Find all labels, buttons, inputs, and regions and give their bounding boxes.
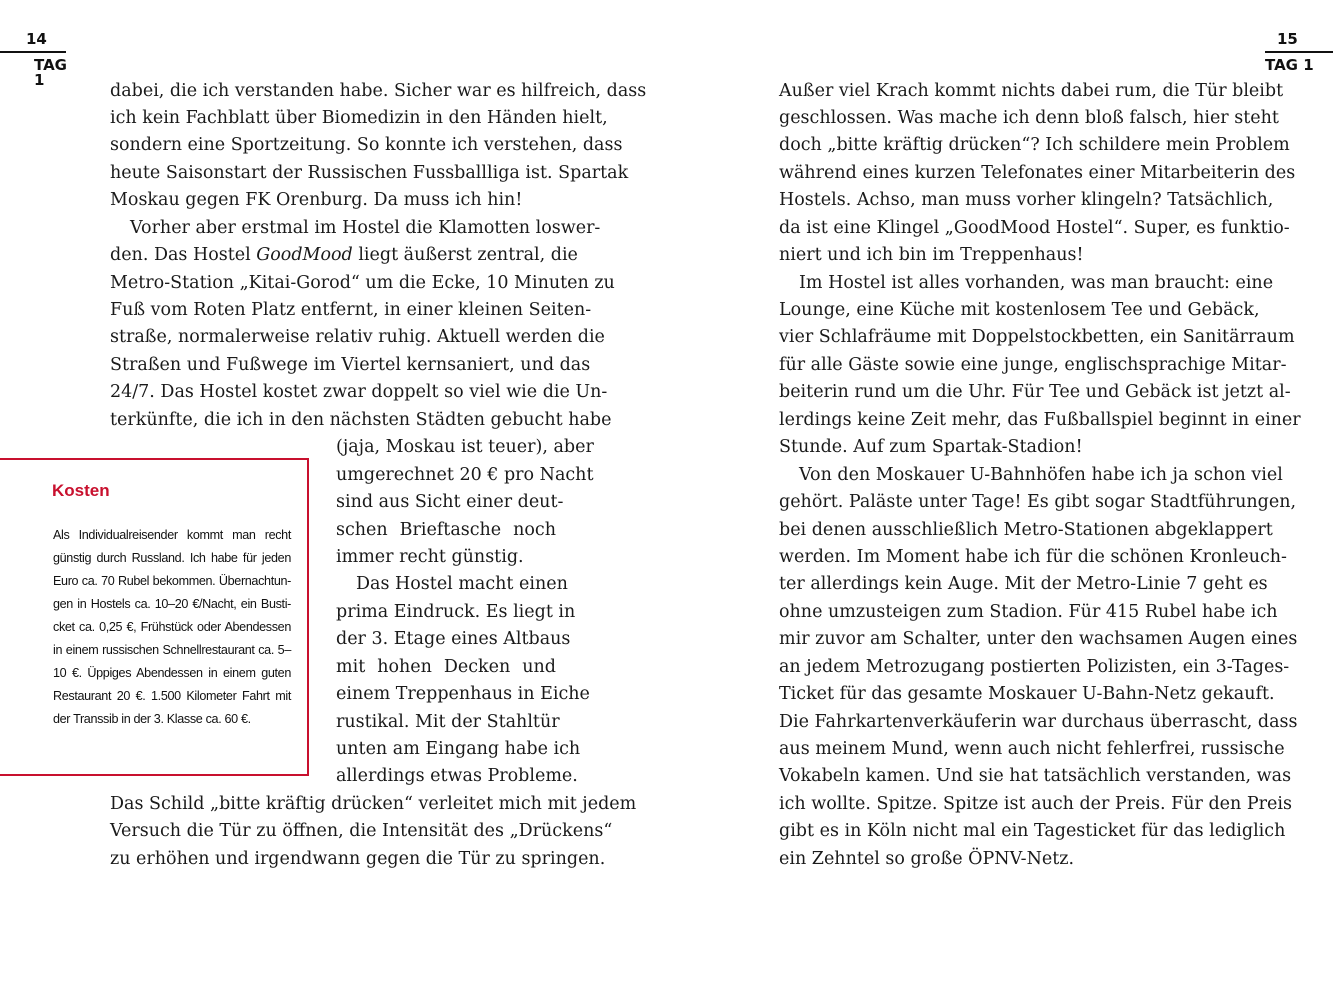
text-line: Ticket für das gesamte Moskauer U-Bahn-Netz gekauft. xyxy=(779,684,1275,704)
text-line: aus meinem Mund, wenn auch nicht fehlerfrei, russische xyxy=(779,739,1285,759)
text-line: werden. Im Moment habe ich für die schönen Kronleuch- xyxy=(779,547,1287,567)
cost-box-line: Restaurant 20 €. 1.500 Kilometer Fahrt mit xyxy=(53,689,291,703)
text-line: ich wollte. Spitze. Spitze ist auch der Preis. Für den Preis xyxy=(779,794,1292,814)
cost-box-line: 10 €. Üppiges Abendessen in einem guten xyxy=(53,666,291,680)
right-header-rule xyxy=(1265,51,1333,53)
text-line: schen Brieftasche noch xyxy=(336,520,556,540)
text-line: Von den Moskauer U-Bahnhöfen habe ich ja schon viel xyxy=(799,465,1283,485)
cost-box-line: Euro ca. 70 Rubel bekommen. Übernachtun- xyxy=(53,574,291,588)
text-line: der 3. Etage eines Altbaus xyxy=(336,629,571,649)
text-line: sind aus Sicht einer deut- xyxy=(336,492,564,512)
text-line: straße, normalerweise relativ ruhig. Aktuell werden die xyxy=(110,327,605,347)
text-line: Das Hostel macht einen xyxy=(356,574,568,594)
text-line: niert und ich bin im Treppenhaus! xyxy=(779,245,1084,265)
text-line: bei denen ausschließlich Metro-Stationen abgeklappert xyxy=(779,520,1273,540)
cost-box-line: gen in Hostels ca. 10–20 €/Nacht, ein Busti- xyxy=(53,597,291,611)
text-line: da ist eine Klingel „GoodMood Hostel“. Super, es funktio- xyxy=(779,218,1290,238)
text-line: für alle Gäste sowie eine junge, englischsprachige Mitar- xyxy=(779,355,1287,375)
text-line: gibt es in Köln nicht mal ein Tagesticket für das lediglich xyxy=(779,821,1286,841)
text-line: Straßen und Fußwege im Viertel kernsaniert, und das xyxy=(110,355,591,375)
text-line: einem Treppenhaus in Eiche xyxy=(336,684,590,704)
text-line: Lounge, eine Küche mit kostenlosem Tee und Gebäck, xyxy=(779,300,1260,320)
text-line: sondern eine Sportzeitung. So konnte ich verstehen, dass xyxy=(110,135,623,155)
text-line: während eines kurzen Telefonates einer Mitarbeiterin des xyxy=(779,163,1296,183)
right-section-label: TAG 1 xyxy=(1265,56,1314,74)
text-line: geschlossen. Was mache ich denn bloß falsch, hier steht xyxy=(779,108,1279,128)
text-line: Moskau gegen FK Orenburg. Da muss ich hin! xyxy=(110,190,523,210)
left-page-number: 14 xyxy=(26,30,47,48)
text-line: Stunde. Auf zum Spartak-Stadion! xyxy=(779,437,1083,457)
text-line: Die Fahrkartenverkäuferin war durchaus überrascht, dass xyxy=(779,712,1298,732)
text-line: Hostels. Achso, man muss vorher klingeln? Tatsächlich, xyxy=(779,190,1274,210)
text-line: ich kein Fachblatt über Biomedizin in den Händen hielt, xyxy=(110,108,608,128)
text-line: rustikal. Mit der Stahltür xyxy=(336,712,560,732)
cost-box-line: cket ca. 0,25 €, Frühstück oder Abendessen xyxy=(53,620,291,634)
text-line: Versuch die Tür zu öffnen, die Intensität des „Drückens“ xyxy=(110,821,613,841)
text-line: mir zuvor am Schalter, unter den wachsamen Augen eines xyxy=(779,629,1298,649)
text-line: terkünfte, die ich in den nächsten Städten gebucht habe xyxy=(110,410,612,430)
text-line: zu erhöhen und irgendwann gegen die Tür zu springen. xyxy=(110,849,606,869)
text-line: lerdings keine Zeit mehr, das Fußballspiel beginnt in einer xyxy=(779,410,1301,430)
hostel-name-italic: GoodMood xyxy=(256,245,353,265)
text-line: prima Eindruck. Es liegt in xyxy=(336,602,576,622)
text-line: ter allerdings kein Auge. Mit der Metro-Linie 7 geht es xyxy=(779,574,1268,594)
text-line: Fuß vom Roten Platz entfernt, in einer kleinen Seiten- xyxy=(110,300,592,320)
text-line: heute Saisonstart der Russischen Fussballliga ist. Spartak xyxy=(110,163,629,183)
text-line: Vorher aber erstmal im Hostel die Klamotten loswer- xyxy=(130,218,601,238)
cost-box-line: Als Individualreisender kommt man recht xyxy=(53,528,291,542)
text-line: ohne umzusteigen zum Stadion. Für 415 Rubel habe ich xyxy=(779,602,1278,622)
cost-box-line: günstig durch Russland. Ich habe für jeden xyxy=(53,551,291,565)
text-line: Metro-Station „Kitai-Gorod“ um die Ecke, 10 Minuten zu xyxy=(110,273,615,293)
cost-box-line: der Transsib in der 3. Klasse ca. 60 €. xyxy=(53,712,251,726)
text-line: umgerechnet 20 € pro Nacht xyxy=(336,465,594,485)
right-page-header xyxy=(1265,32,1333,73)
text-line: gehört. Paläste unter Tage! Es gibt sogar Stadtführungen, xyxy=(779,492,1297,512)
text-line: an jedem Metrozugang postierten Polizisten, ein 3-Tages- xyxy=(779,657,1290,677)
text-line: Das Schild „bitte kräftig drücken“ verleitet mich mit jedem xyxy=(110,794,637,814)
text-line: Vokabeln kamen. Und sie hat tatsächlich verstanden, was xyxy=(779,766,1292,786)
text-line: Außer viel Krach kommt nichts dabei rum, die Tür bleibt xyxy=(779,81,1284,101)
text-line: 24/7. Das Hostel kostet zwar doppelt so viel wie die Un- xyxy=(110,382,608,402)
text-line: beiterin rund um die Uhr. Für Tee und Gebäck ist jetzt al- xyxy=(779,382,1291,402)
cost-box-title: Kosten xyxy=(52,481,110,500)
text-line: doch „bitte kräftig drücken“? Ich schildere mein Problem xyxy=(779,135,1290,155)
left-page-header xyxy=(0,32,66,88)
text-line: ein Zehntel so große ÖPNV-Netz. xyxy=(779,849,1075,869)
right-page-number: 15 xyxy=(1277,30,1298,48)
text-line: immer recht günstig. xyxy=(336,547,524,567)
text-line: unten am Eingang habe ich xyxy=(336,739,581,759)
text-line: mit hohen Decken und xyxy=(336,657,556,677)
text-line: dabei, die ich verstanden habe. Sicher war es hilfreich, dass xyxy=(110,81,647,101)
text-line: allerdings etwas Probleme. xyxy=(336,766,578,786)
left-header-rule xyxy=(0,51,66,53)
text-line: vier Schlafräume mit Doppelstockbetten, ein Sanitärraum xyxy=(779,327,1295,347)
text-line: Im Hostel ist alles vorhanden, was man braucht: eine xyxy=(799,273,1274,293)
text-line: (jaja, Moskau ist teuer), aber xyxy=(336,437,594,457)
left-section-label: TAG 1 xyxy=(34,56,67,89)
cost-box-line: in einem russischen Schnellrestaurant ca. 5– xyxy=(53,643,291,657)
text-line: den. Das Hostel GoodMood liegt äußerst zentral, die xyxy=(110,245,578,265)
